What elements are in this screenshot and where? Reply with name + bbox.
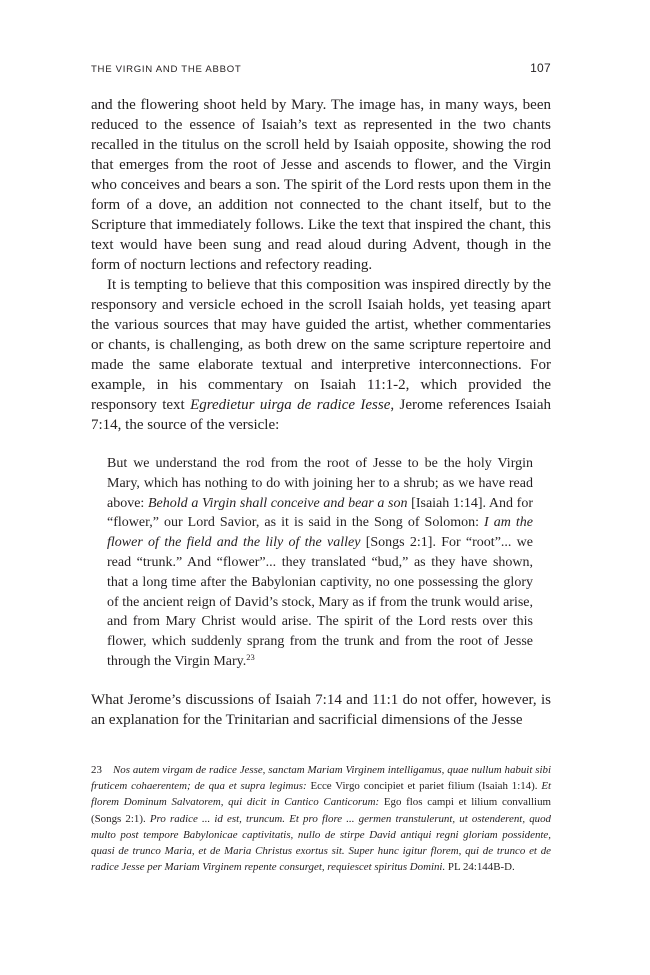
text-run: It is tempting to believe that this composition was inspired directly by the responsory and versicle echoed in the scroll Isaiah holds, yet teasing apart the various sources that may have guided the artist, whether commentaries or chants, is challenging, as both drew on the same scripture repertoire and made the same elaborate textual and interpretive interconnections. For example, in his commentary on Isaiah 11:1-2, which provided the responsory text xyxy=(91,277,551,413)
text-run: and the flowering shoot held by Mary. The image has, in many ways, been reduced to the essence of Isaiah’s text as represented in the two chants recalled in the titulus on the scroll held by Isaiah opposite, showing the rod that emerges from the root of Jesse and ascends to flower, and the Virgin who conceives and bears a son. The spirit of the Lord rests upon them in the form of a dove, an addition not connected to the chant itself, but to the Scripture that immediately follows. Like the text that inspired the chant, this text would have been sung and read aloud during Advent, though in the form of nocturn lections and refectory reading. xyxy=(91,97,551,273)
footnote-ref: 23 xyxy=(246,651,255,662)
italic-run: I am the flower of the field and the lily of the valley xyxy=(107,515,533,551)
italic-run: Behold a Virgin shall conceive and bear a son xyxy=(148,495,408,511)
italic-run: Pro radice ... id est, truncum. Et pro flore ... germen transtulerunt, ut ostenderent, quod multo post tempore Babylonicae captivitatis, nullo de stirpe David antiqui regni gloriam possidente, quasi de trunco Maria, et de Maria Christus exortus sit. Super hunc igitur florem, qui de trunco et de radice Jesse per Mariam Virginem repente consurget, requiescet spiritus Domini. xyxy=(91,812,552,874)
body-text-continued xyxy=(91,690,551,730)
footnote xyxy=(91,762,551,875)
running-head xyxy=(91,61,551,75)
text-run: [Songs 2:1]. For “root”... we read “trunk.” And “flower”... they translated “bud,” as they have shown, that a long time after the Babylonian captivity, no one possessing the glory of the ancient reign of David’s stock, Mary as if from the trunk would arise, and from Mary Christ would arise. The spirit of the Lord rests over this flower, which suddenly sprang from the trunk and from the root of Jesse through the Virgin Mary. xyxy=(107,535,534,669)
footnote-number: 23 xyxy=(91,764,102,776)
footnote-text xyxy=(91,764,551,873)
italic-run: Egredietur uirga de radice Iesse xyxy=(190,397,391,413)
text-run: [Isaiah 1:14]. And for “flower,” our Lord Savior, as it is said in the Song of Solomon: xyxy=(107,495,533,531)
page-number: 107 xyxy=(530,61,551,75)
paragraph xyxy=(91,95,551,275)
text-run: Ecce Virgo concipiet et pariet filium (Isaiah 1:14). xyxy=(306,780,542,793)
text-run: Ego flos campi et lilium convallium (Songs 2:1). xyxy=(91,796,551,825)
block-quote xyxy=(107,454,533,672)
paragraph xyxy=(91,690,551,730)
text-run: What Jerome’s discussions of Isaiah 7:14 and 11:1 do not offer, however, is an explanation for the Trinitarian and sacrificial dimensions of the Jesse xyxy=(91,692,551,728)
text-run: , Jerome references Isaiah 7:14, the source of the versicle: xyxy=(91,397,551,433)
quote-text xyxy=(107,454,533,672)
italic-run: Et florem Dominum Salvatorem, qui dicit in Cantico Canticorum: xyxy=(91,780,551,809)
footnotes xyxy=(91,762,551,875)
body-text xyxy=(91,95,551,435)
text-run: PL 24:144B-D. xyxy=(445,861,515,874)
text-run: But we understand the rod from the root of Jesse to be the holy Virgin Mary, which has nothing to do with joining her to a shrub; as we have read above: xyxy=(107,456,533,511)
running-title: THE VIRGIN AND THE ABBOT xyxy=(91,64,242,75)
italic-run: Nos autem virgam de radice Jesse, sanctam Mariam Virginem intelligamus, quae nullum habuit sibi fruticem cohaerentem; de qua et supra legimus: xyxy=(91,764,551,793)
paragraph xyxy=(91,275,551,435)
